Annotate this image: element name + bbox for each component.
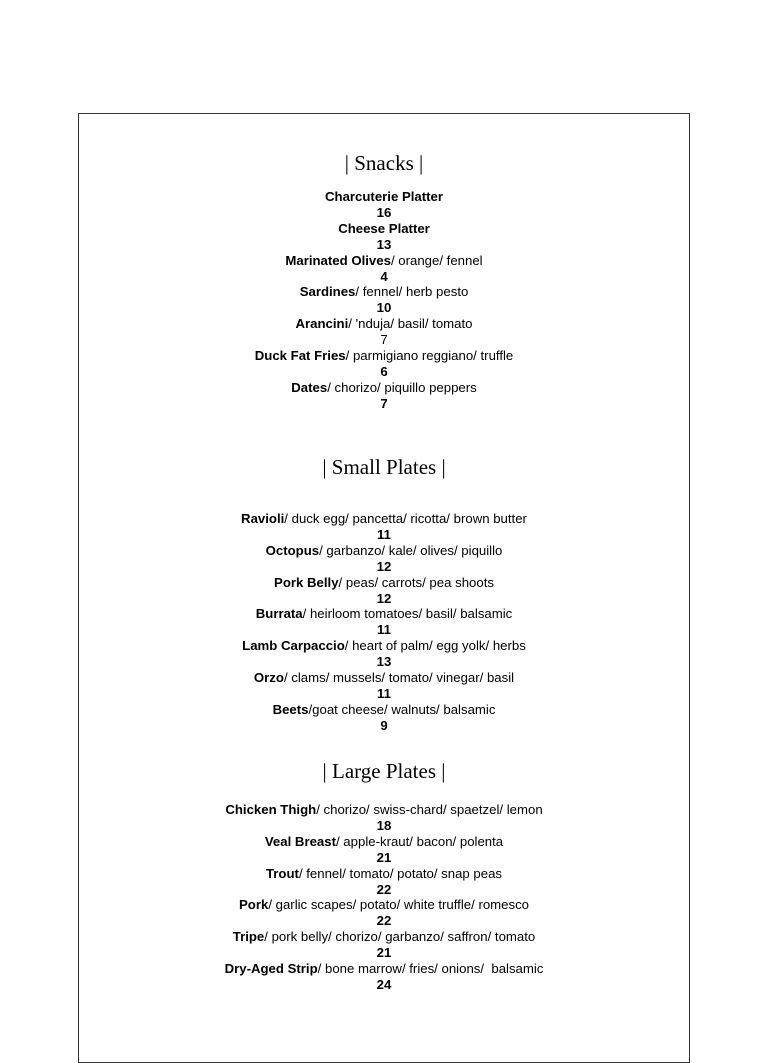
item-desc: / heirloom tomatoes/ basil/ balsamic bbox=[302, 606, 513, 622]
item-desc: / peas/ carrots/ pea shoots bbox=[338, 574, 494, 590]
item-desc: / chorizo/ swiss-chard/ spaetzel/ lemon bbox=[316, 802, 543, 817]
item-name: Ravioli bbox=[241, 511, 285, 526]
menu-items bbox=[79, 511, 689, 734]
item-desc: / garlic scapes/ potato/ white truffle/ romesco bbox=[268, 897, 530, 913]
item-desc: / orange/ fennel bbox=[390, 252, 483, 268]
item-desc: / duck egg/ pancetta/ ricotta/ brown butter bbox=[284, 511, 527, 526]
item-desc: / chorizo/ piquillo peppers bbox=[327, 379, 477, 395]
menu-item bbox=[79, 606, 689, 638]
item-name: Beets bbox=[272, 701, 309, 717]
item-price: 22 bbox=[376, 881, 392, 897]
item-name: Pork Belly bbox=[274, 574, 339, 590]
item-desc: / bone marrow/ fries/ onions/ balsamic bbox=[317, 961, 544, 977]
item-name: Marinated Olives bbox=[285, 252, 391, 268]
menu-items bbox=[79, 802, 689, 993]
menu-item bbox=[79, 961, 689, 993]
item-price: 21 bbox=[376, 849, 392, 865]
item-price: 12 bbox=[376, 590, 392, 606]
item-price: 12 bbox=[376, 558, 392, 574]
section-small-plates bbox=[79, 454, 689, 734]
item-price: 6 bbox=[380, 363, 388, 379]
item-desc: / fennel/ herb pesto bbox=[355, 284, 469, 300]
section-snacks bbox=[79, 150, 689, 412]
item-name: Sardines bbox=[299, 284, 356, 300]
item-desc: / garbanzo/ kale/ olives/ piquillo bbox=[319, 542, 503, 558]
menu-item bbox=[79, 670, 689, 702]
menu-item bbox=[79, 189, 689, 221]
item-price: 18 bbox=[376, 817, 392, 833]
item-name: Dry-Aged Strip bbox=[224, 961, 318, 977]
item-price: 7 bbox=[380, 332, 388, 348]
item-desc: / fennel/ tomato/ potato/ snap peas bbox=[298, 865, 503, 881]
item-name: Veal Breast bbox=[264, 833, 336, 849]
item-price: 11 bbox=[377, 622, 391, 638]
item-name: Lamb Carpaccio bbox=[242, 638, 345, 654]
menu-item bbox=[79, 253, 689, 285]
item-desc: / pork belly/ chorizo/ garbanzo/ saffron/ tomato bbox=[264, 929, 536, 945]
item-name: Cheese Platter bbox=[338, 220, 430, 236]
menu-item bbox=[79, 897, 689, 929]
item-name: Octopus bbox=[265, 542, 320, 558]
item-desc: / 'nduja/ basil/ tomato bbox=[348, 316, 473, 332]
menu-item bbox=[79, 638, 689, 670]
item-price: 24 bbox=[376, 976, 392, 992]
menu-item bbox=[79, 702, 689, 734]
item-price: 7 bbox=[380, 395, 388, 411]
menu-item bbox=[79, 380, 689, 412]
menu-item bbox=[79, 316, 689, 348]
menu-item bbox=[79, 866, 689, 898]
item-price: 13 bbox=[376, 236, 392, 252]
menu-item bbox=[79, 802, 689, 834]
item-name: Trout bbox=[265, 865, 299, 881]
section-large-plates bbox=[79, 758, 689, 993]
menu-item bbox=[79, 575, 689, 607]
menu-item bbox=[79, 348, 689, 380]
menu-item bbox=[79, 834, 689, 866]
menu-items bbox=[79, 189, 689, 412]
item-name: Tripe bbox=[232, 929, 265, 945]
item-name: Duck Fat Fries bbox=[254, 348, 346, 364]
item-desc: / parmigiano reggiano/ truffle bbox=[345, 348, 514, 364]
menu-item bbox=[79, 929, 689, 961]
item-name: Dates bbox=[291, 379, 328, 395]
item-desc: /goat cheese/ walnuts/ balsamic bbox=[308, 701, 496, 717]
section-title: | Small Plates | bbox=[322, 455, 446, 479]
item-price: 21 bbox=[376, 945, 392, 961]
item-name: Charcuterie Platter bbox=[325, 189, 443, 204]
menu-item bbox=[79, 543, 689, 575]
item-desc: / apple-kraut/ bacon/ polenta bbox=[335, 833, 504, 849]
menu-item bbox=[79, 221, 689, 253]
item-desc: / clams/ mussels/ tomato/ vinegar/ basil bbox=[283, 670, 515, 686]
item-price: 11 bbox=[377, 526, 391, 542]
item-price: 9 bbox=[380, 717, 388, 733]
menu-item bbox=[79, 284, 689, 316]
section-title: | Snacks | bbox=[344, 151, 424, 175]
item-name: Burrata bbox=[255, 606, 303, 622]
item-name: Arancini bbox=[295, 316, 349, 332]
item-price: 11 bbox=[377, 685, 391, 701]
item-price: 10 bbox=[376, 300, 392, 316]
item-price: 22 bbox=[376, 913, 392, 929]
item-price: 16 bbox=[376, 204, 392, 220]
item-desc: / heart of palm/ egg yolk/ herbs bbox=[344, 638, 526, 654]
item-price: 4 bbox=[380, 268, 388, 284]
menu-item bbox=[79, 511, 689, 543]
item-name: Chicken Thigh bbox=[225, 802, 317, 817]
item-price: 13 bbox=[376, 654, 392, 670]
item-name: Pork bbox=[238, 897, 269, 913]
menu-page bbox=[78, 113, 690, 1063]
section-title: | Large Plates | bbox=[322, 759, 446, 783]
item-name: Orzo bbox=[253, 670, 284, 686]
